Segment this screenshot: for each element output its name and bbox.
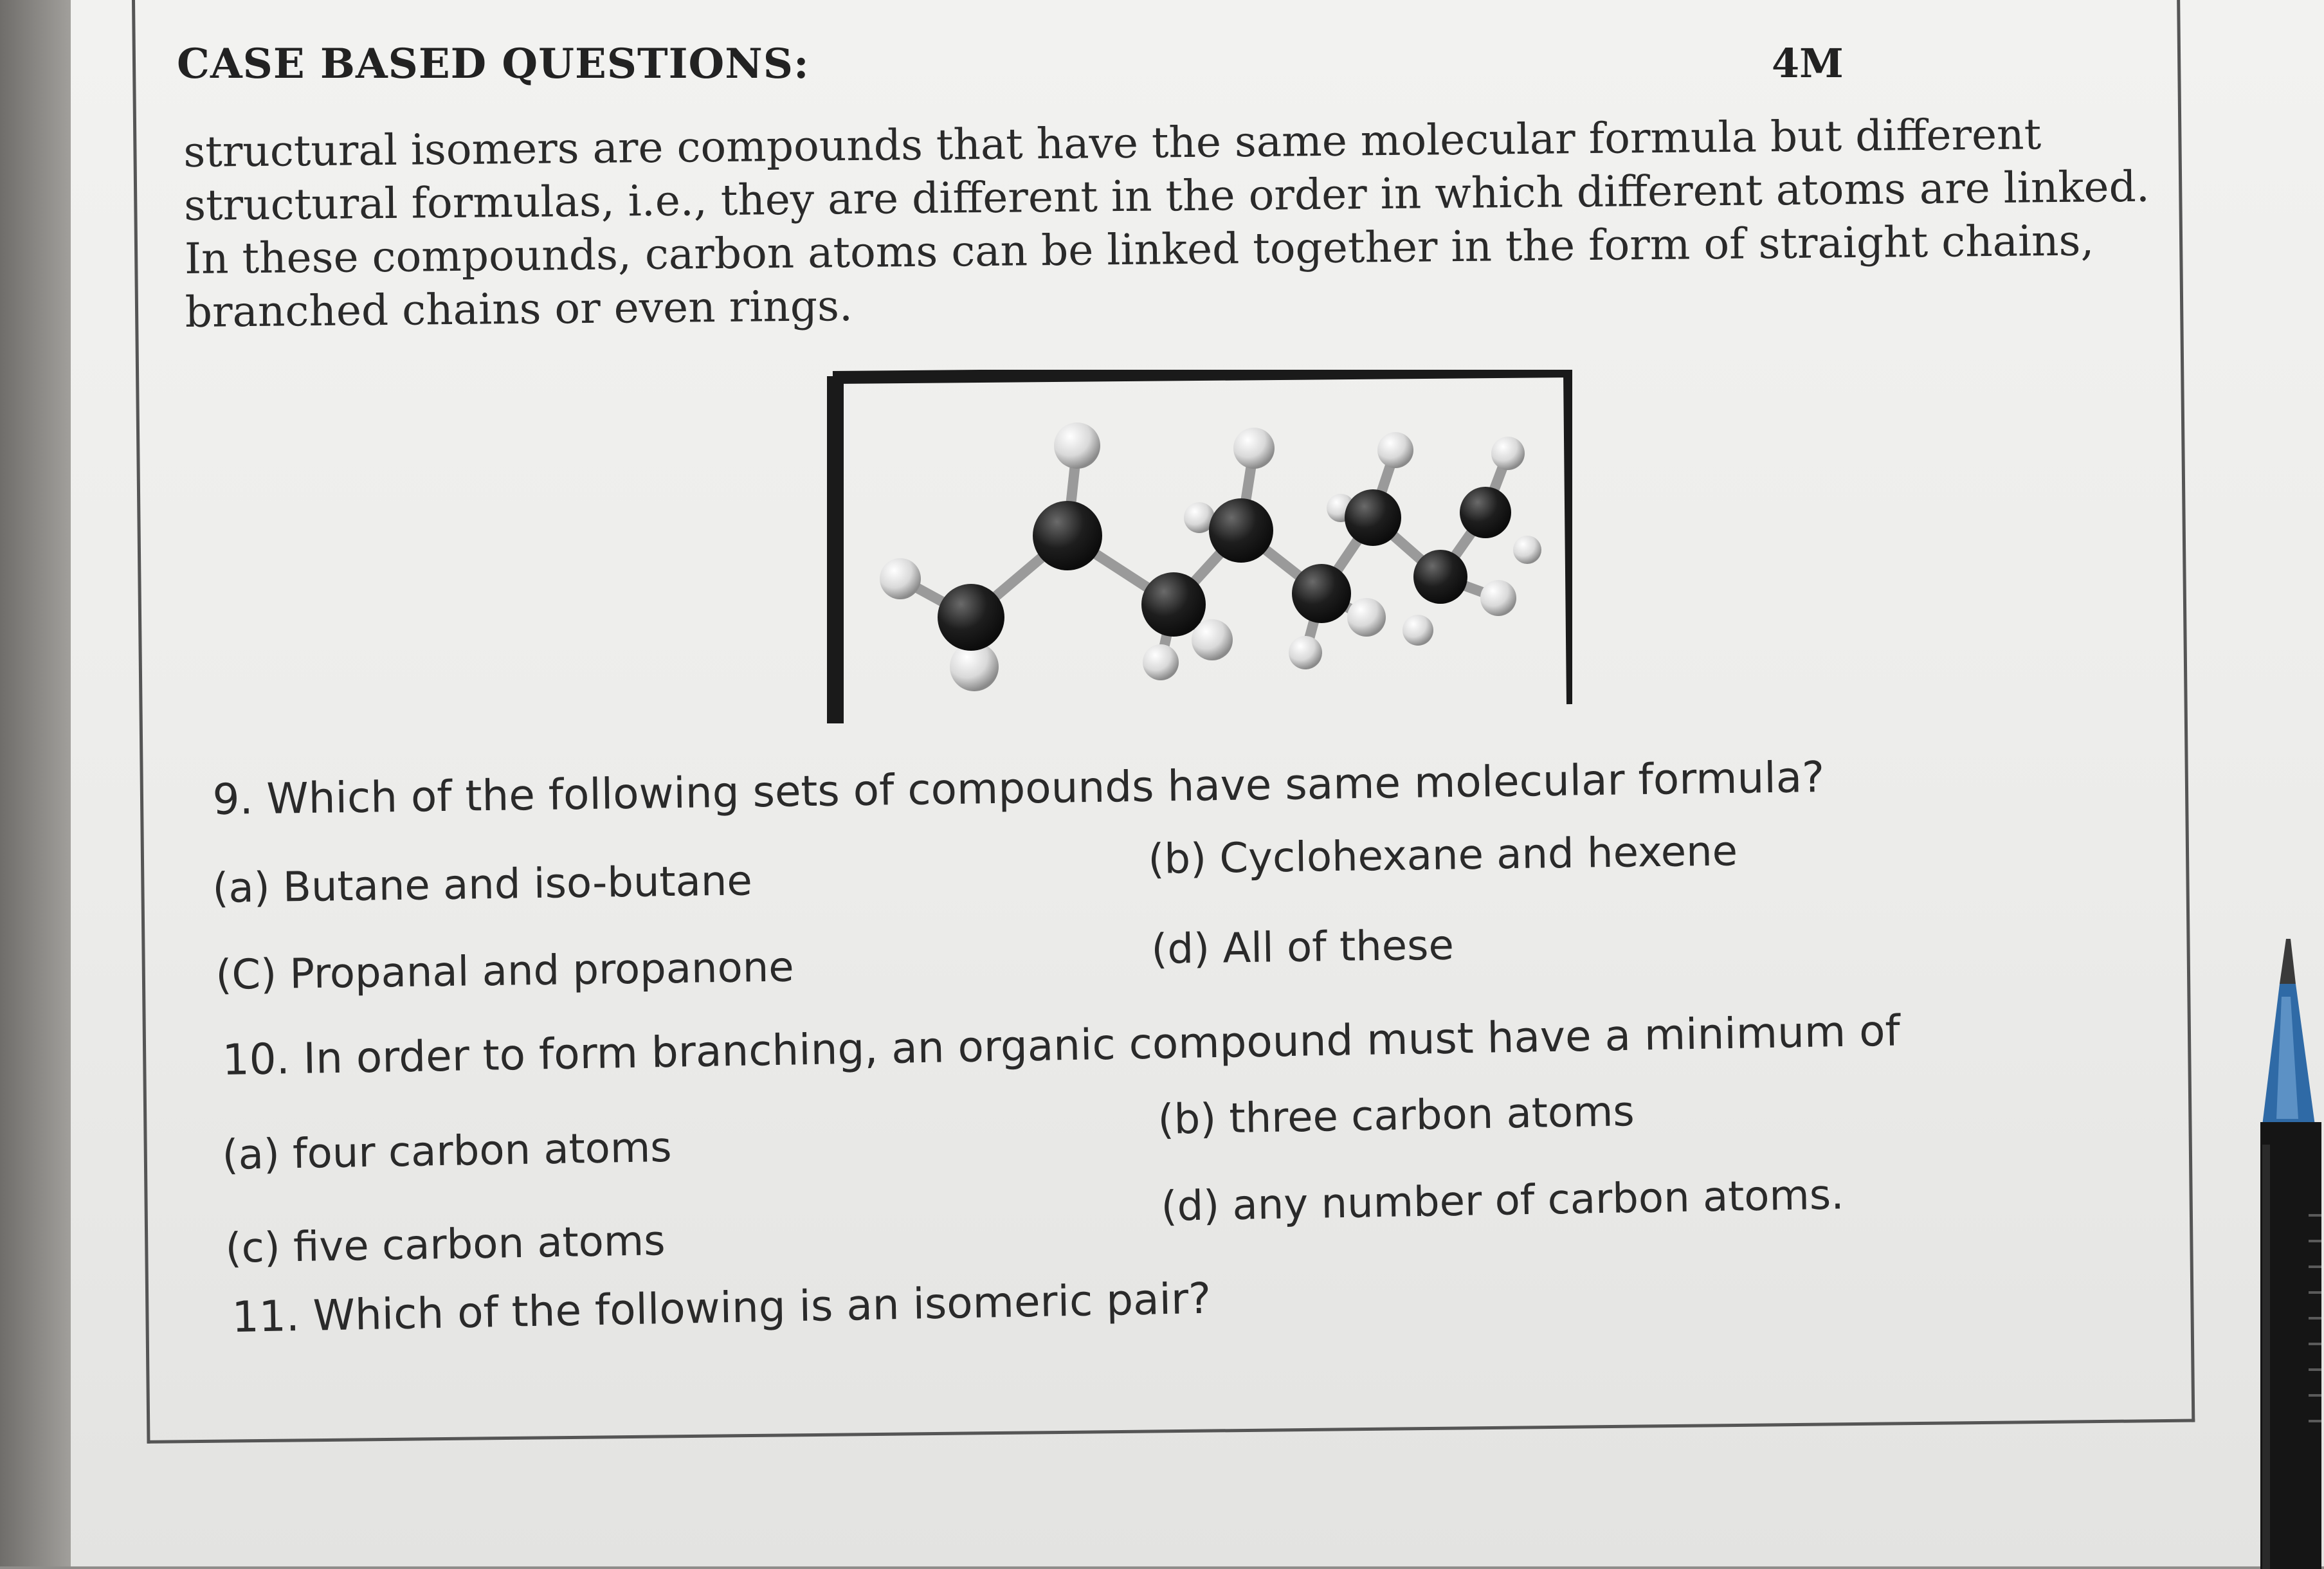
question-9-option-a: (a) Butane and iso-butane [212,857,753,912]
question-10-option-b: (b) three carbon atoms [1157,1088,1635,1144]
question-9: 9. Which of the following sets of compounds have same molecular formula? [212,752,1825,824]
intro-line: branched chains or even rings. [185,281,853,337]
question-10-option-c: (c) five carbon atoms [225,1217,666,1273]
intro-line: structural isomers are compounds that have the same molecular formula but different [183,109,2042,177]
question-10-option-a: (a) four carbon atoms [222,1123,673,1179]
question-10-option-d: (d) any number of carbon atoms. [1161,1171,1845,1231]
intro-line: structural formulas, i.e., they are different in the order in which different atoms are linked. [183,161,2150,230]
desk-surface [0,0,77,1566]
intro-paragraph [183,106,2166,339]
marks-label: 4M [1772,40,1844,87]
question-9-option-d: (d) All of these [1151,921,1455,974]
molecule-figure [826,370,1572,723]
blue-pen-icon [2231,939,2324,1569]
question-10: 10. In order to form branching, an organic compound must have a minimum of [222,1006,1901,1085]
intro-line: In these compounds, carbon atoms can be linked together in the form of straight chains, [184,215,2094,284]
question-9-option-c: (C) Propanal and propanone [215,943,795,999]
question-9-option-b: (b) Cyclohexane and hexene [1148,828,1738,884]
section-title: CASE BASED QUESTIONS: [177,40,810,88]
question-11: 11. Which of the following is an isomeric pair? [231,1273,1212,1342]
